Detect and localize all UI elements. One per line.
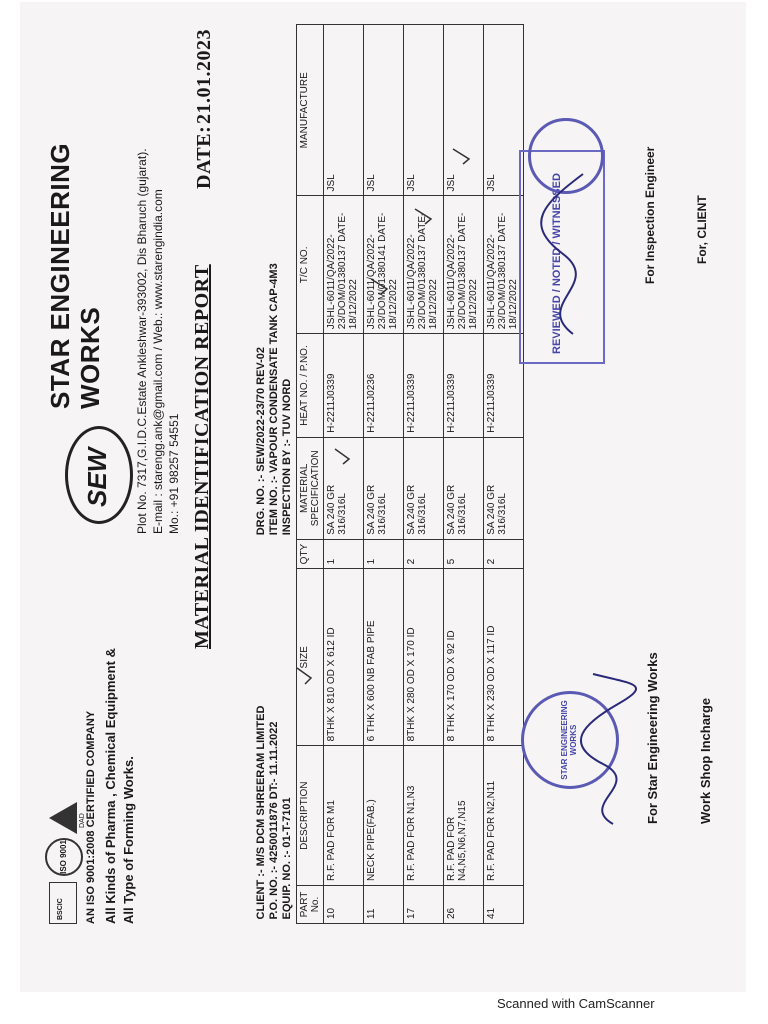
col-size: SIZE xyxy=(297,569,324,746)
seal-text: STAR ENGINEERING WORKS xyxy=(560,700,578,780)
sew-logo-text: SEW xyxy=(82,447,112,507)
date-label: DATE: xyxy=(193,125,215,189)
company-mobile: Mo.: +91 98257 54551 xyxy=(167,413,181,534)
cell-tc: JSHL-6011/QA/2022-23/DOM/01380137 DATE-18/12/2022 xyxy=(324,196,364,334)
col-qty: QTY xyxy=(297,539,324,569)
cell-size: 6 THK X 600 NB FAB PIPE xyxy=(364,569,404,746)
drg-label: DRG. NO. xyxy=(255,485,267,536)
cell-material: SA 240 GR 316/316L xyxy=(484,437,524,539)
workshop-signature xyxy=(573,664,653,834)
cell-desc: R.F. PAD FOR N4,N5,N6,N7,N15 xyxy=(444,746,484,886)
cell-desc: NECK PIPE(FAB.) xyxy=(364,746,404,886)
cell-mfr: JSL xyxy=(404,25,444,197)
company-address: Plot No. 7317,G.I.D.C.Estate Ankleshwar-393002, Dis Bharuch (gujarat). xyxy=(135,148,149,534)
inspector-signature xyxy=(533,144,603,344)
cell-tc: JSHL-6011/QA/2022-23/DOM/01380137 DATE-18/12/2022 xyxy=(404,196,444,334)
client-value: :- M/S DCM SHREERAM LIMITED xyxy=(255,705,267,877)
cell-part: 41 xyxy=(484,886,524,924)
cell-qty: 2 xyxy=(484,539,524,569)
report-title: MATERIAL IDENTIFICATION REPORT xyxy=(191,264,213,649)
tick-mark xyxy=(415,209,431,224)
tick-mark xyxy=(453,149,469,164)
iso-certified-line: AN ISO 9001:2008 CERTIFIED COMPANY xyxy=(85,710,97,924)
cell-size: 8 THK X 230 OD X 117 ID xyxy=(484,569,524,746)
cell-part: 26 xyxy=(444,886,484,924)
item-value: :- VAPOUR CONDENSATE TANK CAP-4M3 xyxy=(268,263,280,484)
col-material: MATERIAL SPECIFICATION xyxy=(297,437,324,539)
cell-heat: H-2211J0339 xyxy=(444,334,484,438)
cell-mfr: JSL xyxy=(324,25,364,197)
sig-right-1: For Inspection Engineer xyxy=(643,146,657,284)
col-manufacture: MANUFACTURE xyxy=(297,25,324,197)
item-label: ITEM NO. xyxy=(268,486,280,536)
cell-part: 11 xyxy=(364,886,404,924)
company-name-line1: STAR ENGINEERING xyxy=(45,142,75,409)
po-value: :- 4250011876 DT:- 11.11.2022 xyxy=(268,721,280,874)
cell-mfr: JSL xyxy=(364,25,404,197)
client-label: CLIENT xyxy=(255,879,267,920)
cell-tc: JSHL-6011/QA/2022-23/DOM/01380137 DATE-18/12/2022 xyxy=(444,196,484,334)
cell-size: 8THK X 280 OD X 170 ID xyxy=(404,569,444,746)
cell-qty: 1 xyxy=(364,539,404,569)
sig-left-2: Work Shop Incharge xyxy=(698,697,713,824)
cell-desc: R.F. PAD FOR N2,N11 xyxy=(484,746,524,886)
cell-material: SA 240 GR 316/316L xyxy=(364,437,404,539)
tick-mark xyxy=(335,449,349,464)
cell-desc: R.F. PAD FOR M1 xyxy=(324,746,364,886)
company-contact: E-mail : starengg.ank@gmail.com / Web.: www.starengindia.com xyxy=(151,189,165,534)
cell-heat: H-2211J0339 xyxy=(324,334,364,438)
review-stamp-text: REVIEWED / NOTED / WITNESSED xyxy=(551,173,563,354)
cell-mfr: JSL xyxy=(444,25,484,197)
cell-size: 8 THK X 170 OD X 92 ID xyxy=(444,569,484,746)
cell-tc: JSHL-6011/QA/2022-23/DOM/01380141 DATE-18/12/2022 xyxy=(364,196,404,334)
equip-value: :- 01-T-7101 xyxy=(281,797,293,858)
sig-right-2: For, CLIENT xyxy=(695,195,709,264)
cell-part: 10 xyxy=(324,886,364,924)
cell-heat: H-2211J0339 xyxy=(404,334,444,438)
cell-mfr: JSL xyxy=(484,25,524,197)
bsci-badge: BSCIC xyxy=(57,898,64,920)
cell-heat: H-2211J0236 xyxy=(364,334,404,438)
document-page xyxy=(43,4,759,984)
col-description: DESCRIPTION xyxy=(297,746,324,886)
cell-material: SA 240 GR 316/316L xyxy=(444,437,484,539)
iso-badge: ISO 9001 xyxy=(45,838,83,876)
cell-part: 17 xyxy=(404,886,444,924)
cell-qty: 2 xyxy=(404,539,444,569)
col-part: PART No. xyxy=(297,886,324,924)
col-tc-no: T/C NO. xyxy=(297,196,324,334)
cell-heat: H-2211J0339 xyxy=(484,334,524,438)
cell-qty: 1 xyxy=(324,539,364,569)
equip-label: EQUIP. NO. xyxy=(281,861,293,920)
tagline-2: All Type of Forming Works. xyxy=(121,756,136,924)
cell-material: SA 240 GR 316/316L xyxy=(324,437,364,539)
cell-material: SA 240 GR 316/316L xyxy=(404,437,444,539)
sig-left-1: For Star Engineering Works xyxy=(645,652,660,824)
tick-mark xyxy=(371,279,387,294)
drg-value: :- SEW/2022-23/70 REV-02 xyxy=(255,346,267,483)
cell-tc: JSHL-6011/QA/2022-23/DOM/01380137 DATE-18/12/2022 xyxy=(484,196,524,334)
cell-desc: R.F. PAD FOR N1,N3 xyxy=(404,746,444,886)
col-heat-no: HEAT NO. / P.NO. xyxy=(297,334,324,438)
scanner-footer: Scanned with CamScanner xyxy=(497,996,655,1011)
insp-value: :- TUV NORD xyxy=(281,378,293,447)
cell-qty: 5 xyxy=(444,539,484,569)
insp-label: INSPECTION BY xyxy=(281,449,293,536)
tagline-1: All Kinds of Pharma , Chemical Equipment & xyxy=(103,648,118,924)
dad-badge: DAD xyxy=(79,813,86,828)
cell-size: 8THK X 810 OD X 612 ID xyxy=(324,569,364,746)
date-value: 21.01.2023 xyxy=(193,29,215,124)
tick-mark xyxy=(297,668,311,684)
company-name-line2: WORKS xyxy=(75,306,105,409)
po-label: P.O. NO. xyxy=(268,876,280,920)
